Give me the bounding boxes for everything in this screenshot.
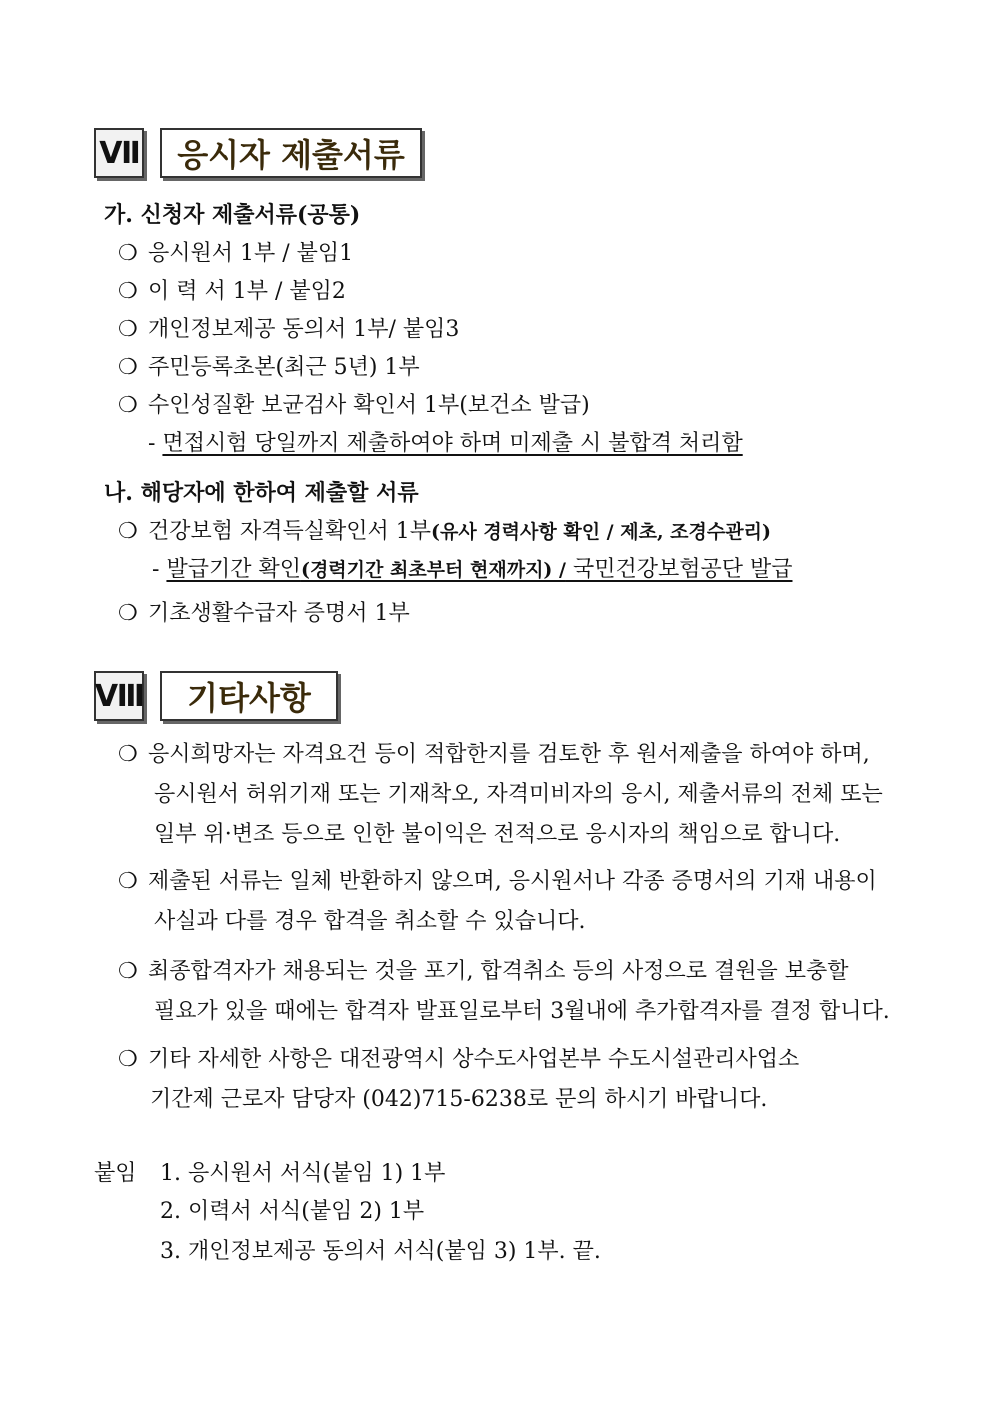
circle-bullet-icon: ❍ bbox=[118, 355, 138, 380]
info-paragraph: ❍ 응시희망자는 자격요건 등이 적합한지를 검토한 후 원서제출을 하여야 하며, 응시원서 허위기재 또는 기재착오, 자격미비자의 응시, 제출서류의 전체 또는 일부 위·변조 등으로 인한 불이익은 전적으로 응시자의 책임으로 합니다. bbox=[118, 735, 883, 855]
list-item: ❍ 기초생활수급자 증명서 1부 bbox=[118, 601, 410, 626]
note-line: - 면접시험 당일까지 제출하여야 하며 미제출 시 불합격 처리함 bbox=[148, 431, 743, 456]
attachments-label: 붙임 bbox=[94, 1161, 137, 1186]
info-paragraph: ❍ 최종합격자가 채용되는 것을 포기, 합격취소 등의 사정으로 결원을 보충할 필요가 있을 때에는 합격자 발표일로부터 3월내에 추가합격자를 결정 합니다. bbox=[118, 952, 890, 1032]
attachment-item: 1. 응시원서 서식(붙임 1) 1부 bbox=[160, 1161, 446, 1186]
subheading-b: 나. 해당자에 한하여 제출할 서류 bbox=[104, 480, 419, 506]
circle-bullet-icon: ❍ bbox=[118, 959, 138, 984]
circle-bullet-icon: ❍ bbox=[118, 519, 138, 544]
circle-bullet-icon: ❍ bbox=[118, 393, 138, 418]
list-item: ❍ 개인정보제공 동의서 1부/ 붙임3 bbox=[118, 317, 460, 342]
circle-bullet-icon: ❍ bbox=[118, 1047, 138, 1072]
list-item: ❍ 수인성질환 보균검사 확인서 1부(보건소 발급) bbox=[118, 393, 590, 418]
attachment-item: 3. 개인정보제공 동의서 서식(붙임 3) 1부. 끝. bbox=[160, 1239, 601, 1264]
circle-bullet-icon: ❍ bbox=[118, 317, 138, 342]
section-8-title: 기타사항 bbox=[160, 671, 338, 721]
list-item: ❍ 주민등록초본(최근 5년) 1부 bbox=[118, 355, 420, 380]
info-paragraph: ❍ 기타 자세한 사항은 대전광역시 상수도사업본부 수도시설관리사업소 기간제 근로자 담당자 (042)715-6238로 문의 하시기 바랍니다. bbox=[118, 1040, 799, 1120]
circle-bullet-icon: ❍ bbox=[118, 742, 138, 767]
circle-bullet-icon: ❍ bbox=[118, 279, 138, 304]
section-7-number: Ⅶ bbox=[94, 128, 144, 178]
info-paragraph: ❍ 제출된 서류는 일체 반환하지 않으며, 응시원서나 각종 증명서의 기재 내용이 사실과 다를 경우 합격을 취소할 수 있습니다. bbox=[118, 862, 877, 942]
subheading-a: 가. 신청자 제출서류(공통) bbox=[104, 202, 361, 228]
note-line: - 발급기간 확인(경력기간 최초부터 현재까지) / 국민건강보험공단 발급 bbox=[152, 557, 793, 582]
underlined-note: 발급기간 확인(경력기간 최초부터 현재까지) / 국민건강보험공단 발급 bbox=[166, 557, 793, 582]
circle-bullet-icon: ❍ bbox=[118, 869, 138, 894]
list-item: ❍ 이 력 서 1부 / 붙임2 bbox=[118, 279, 346, 304]
underlined-note: 면접시험 당일까지 제출하여야 하며 미제출 시 불합격 처리함 bbox=[162, 431, 743, 456]
circle-bullet-icon: ❍ bbox=[118, 601, 138, 626]
section-8-number: Ⅷ bbox=[94, 671, 144, 721]
list-item: ❍ 응시원서 1부 / 붙임1 bbox=[118, 241, 354, 266]
section-7-title: 응시자 제출서류 bbox=[160, 128, 422, 178]
list-item: ❍ 건강보험 자격득실확인서 1부(유사 경력사항 확인 / 제초, 조경수관리) bbox=[118, 519, 771, 544]
circle-bullet-icon: ❍ bbox=[118, 241, 138, 266]
attachment-item: 2. 이력서 서식(붙임 2) 1부 bbox=[160, 1199, 425, 1224]
